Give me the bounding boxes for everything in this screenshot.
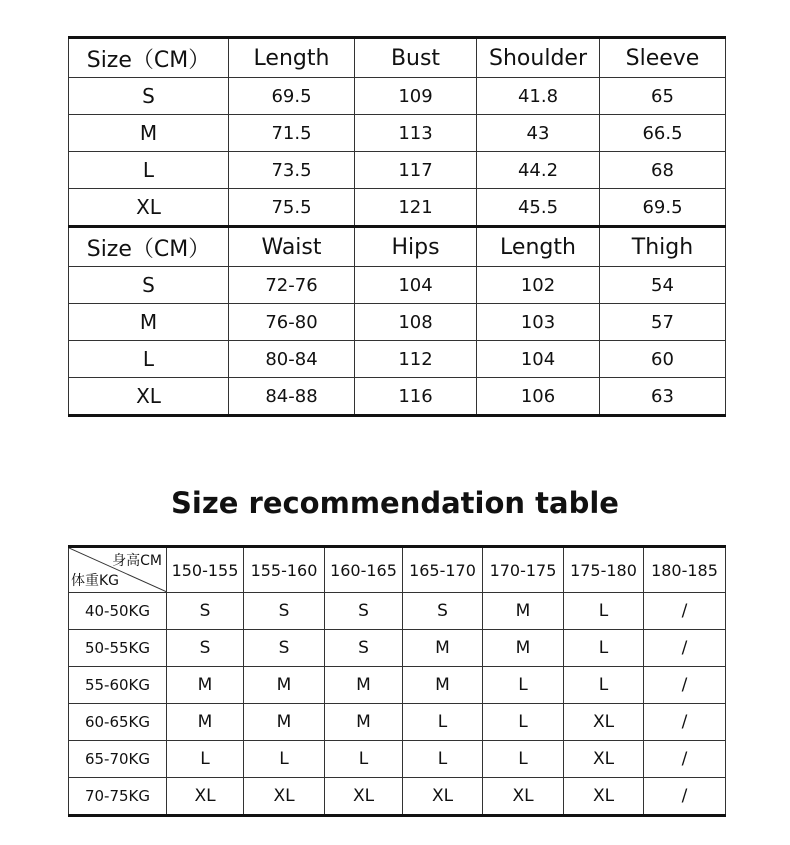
header-cell: Size（CM） (69, 227, 229, 267)
value-cell: 41.8 (477, 78, 600, 115)
size-cell: XL (564, 704, 644, 741)
value-cell: 43 (477, 115, 600, 152)
weight-range-cell: 65-70KG (69, 741, 167, 778)
value-cell: 44.2 (477, 152, 600, 189)
height-range-cell: 180-185 (644, 547, 726, 593)
size-cell: L (564, 593, 644, 630)
value-cell: 54 (600, 267, 726, 304)
size-cell: M (325, 704, 403, 741)
size-cell: / (644, 704, 726, 741)
size-cell: S (167, 630, 244, 667)
table-header-row (69, 547, 726, 593)
size-cell: L (483, 741, 564, 778)
weight-range-cell: 55-60KG (69, 667, 167, 704)
size-cell: L (403, 704, 483, 741)
header-cell: Waist (229, 227, 355, 267)
size-cell: XL (167, 778, 244, 816)
size-cell: / (644, 741, 726, 778)
size-cell: S (167, 593, 244, 630)
value-cell: 76-80 (229, 304, 355, 341)
header-cell: Sleeve (600, 38, 726, 78)
value-cell: 112 (355, 341, 477, 378)
header-cell: Thigh (600, 227, 726, 267)
size-cell: / (644, 778, 726, 816)
size-cell: L (403, 741, 483, 778)
value-cell: 75.5 (229, 189, 355, 227)
weight-range-cell: 70-75KG (69, 778, 167, 816)
size-cell: M (325, 667, 403, 704)
size-cell: / (644, 667, 726, 704)
value-cell: 103 (477, 304, 600, 341)
value-cell: 69.5 (600, 189, 726, 227)
header-cell: Size（CM） (69, 38, 229, 78)
size-cell: XL (244, 778, 325, 816)
table-row (69, 189, 726, 227)
size-cell: M (167, 704, 244, 741)
size-cell: M (403, 667, 483, 704)
height-range-cell: 170-175 (483, 547, 564, 593)
value-cell: 109 (355, 78, 477, 115)
size-cell: S (244, 630, 325, 667)
table-row (69, 778, 726, 816)
table-row (69, 741, 726, 778)
value-cell: 116 (355, 378, 477, 416)
size-cell: S (325, 593, 403, 630)
height-range-cell: 165-170 (403, 547, 483, 593)
corner-header-cell (69, 547, 167, 593)
value-cell: 108 (355, 304, 477, 341)
value-cell: 104 (477, 341, 600, 378)
weight-range-cell: 60-65KG (69, 704, 167, 741)
table-row (69, 304, 726, 341)
table-row (69, 378, 726, 416)
height-range-cell: 160-165 (325, 547, 403, 593)
value-cell: 57 (600, 304, 726, 341)
height-range-cell: 155-160 (244, 547, 325, 593)
size-cell: M (244, 667, 325, 704)
size-cell: / (644, 593, 726, 630)
size-cell: M (403, 630, 483, 667)
value-cell: 121 (355, 189, 477, 227)
size-cell: S (69, 267, 229, 304)
table-row (69, 593, 726, 630)
size-cell: M (69, 304, 229, 341)
value-cell: 72-76 (229, 267, 355, 304)
size-cell: M (244, 704, 325, 741)
size-cell: L (564, 630, 644, 667)
height-range-cell: 150-155 (167, 547, 244, 593)
value-cell: 73.5 (229, 152, 355, 189)
value-cell: 80-84 (229, 341, 355, 378)
value-cell: 60 (600, 341, 726, 378)
weight-range-cell: 50-55KG (69, 630, 167, 667)
table-header-row (69, 227, 726, 267)
value-cell: 102 (477, 267, 600, 304)
value-cell: 113 (355, 115, 477, 152)
table-row (69, 667, 726, 704)
height-axis-label: 身高CM (112, 553, 162, 569)
value-cell: 63 (600, 378, 726, 416)
value-cell: 45.5 (477, 189, 600, 227)
size-cell: L (483, 667, 564, 704)
header-cell: Length (229, 38, 355, 78)
height-range-cell: 175-180 (564, 547, 644, 593)
size-cell: L (69, 152, 229, 189)
value-cell: 84-88 (229, 378, 355, 416)
header-cell: Hips (355, 227, 477, 267)
size-cell: XL (564, 778, 644, 816)
size-cell: XL (403, 778, 483, 816)
size-cell: L (564, 667, 644, 704)
value-cell: 69.5 (229, 78, 355, 115)
size-cell: L (167, 741, 244, 778)
table-row (69, 341, 726, 378)
value-cell: 68 (600, 152, 726, 189)
value-cell: 65 (600, 78, 726, 115)
tops-size-table (68, 36, 726, 227)
size-cell: L (325, 741, 403, 778)
size-cell: / (644, 630, 726, 667)
size-cell: M (167, 667, 244, 704)
value-cell: 71.5 (229, 115, 355, 152)
size-cell: S (244, 593, 325, 630)
value-cell: 66.5 (600, 115, 726, 152)
table-row (69, 115, 726, 152)
size-cell: S (325, 630, 403, 667)
size-cell: L (483, 704, 564, 741)
table-row (69, 704, 726, 741)
value-cell: 104 (355, 267, 477, 304)
value-cell: 117 (355, 152, 477, 189)
table-row (69, 630, 726, 667)
size-cell: XL (69, 378, 229, 416)
size-cell: M (483, 630, 564, 667)
size-cell: L (69, 341, 229, 378)
bottoms-size-table (68, 226, 726, 417)
weight-range-cell: 40-50KG (69, 593, 167, 630)
header-cell: Shoulder (477, 38, 600, 78)
table-row (69, 267, 726, 304)
recommendation-title: Size recommendation table (171, 486, 619, 520)
size-cell: L (244, 741, 325, 778)
value-cell: 106 (477, 378, 600, 416)
size-cell: XL (483, 778, 564, 816)
size-cell: S (403, 593, 483, 630)
size-cell: S (69, 78, 229, 115)
weight-axis-label: 体重KG (71, 573, 120, 589)
size-cell: M (483, 593, 564, 630)
table-header-row (69, 38, 726, 78)
size-cell: XL (69, 189, 229, 227)
table-row (69, 152, 726, 189)
size-cell: XL (325, 778, 403, 816)
size-cell: XL (564, 741, 644, 778)
header-cell: Bust (355, 38, 477, 78)
header-cell: Length (477, 227, 600, 267)
size-cell: M (69, 115, 229, 152)
size-recommendation-table (68, 545, 726, 817)
table-row (69, 78, 726, 115)
